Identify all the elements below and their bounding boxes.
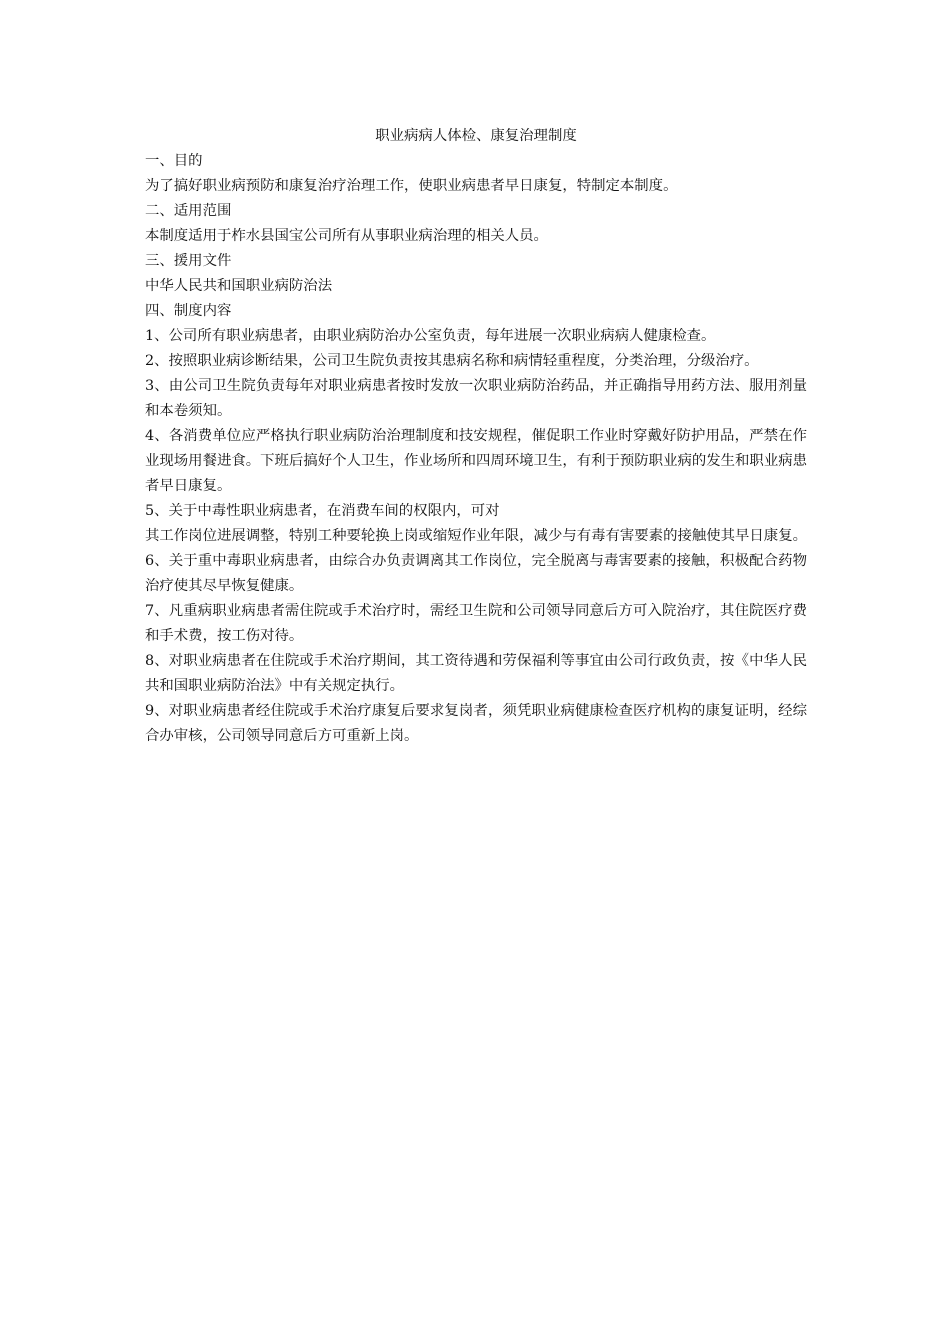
document-title: 职业病病人体检、康复治理制度 (375, 128, 577, 144)
section-heading-scope: 二、适用范围 (145, 203, 232, 219)
section-text-references: 中华人民共和国职业病防治法 (145, 278, 333, 294)
section-text-purpose: 为了搞好职业病预防和康复治疗治理工作，使职业病患者早日康复，特制定本制度。 (145, 178, 678, 194)
section-heading-content: 四、制度内容 (145, 303, 232, 319)
list-item-2: 2、按照职业病诊断结果，公司卫生院负责按其患病名称和病情轻重程度，分类治理，分级治疗。 (145, 353, 759, 369)
list-item-7: 7、凡重病职业病患者需住院或手术治疗时，需经卫生院和公司领导同意后方可入院治疗，其住院医疗费和手术费，按工伤对待。 (145, 603, 807, 644)
section-heading-purpose: 一、目的 (145, 153, 203, 169)
list-item-5-continued: 其工作岗位进展调整，特别工种要轮换上岗或缩短作业年限，减少与有毒有害要素的接触使其早日康复。 (145, 528, 807, 544)
list-item-8: 8、对职业病患者在住院或手术治疗期间，其工资待遇和劳保福利等事宜由公司行政负责，按《中华人民共和国职业病防治法》中有关规定执行。 (145, 653, 807, 694)
list-item-6: 6、关于重中毒职业病患者，由综合办负责调离其工作岗位，完全脱离与毒害要素的接触，积极配合药物治疗使其尽早恢复健康。 (145, 553, 807, 594)
list-item-9: 9、对职业病患者经住院或手术治疗康复后要求复岗者，须凭职业病健康检查医疗机构的康复证明，经综合办审核，公司领导同意后方可重新上岗。 (145, 703, 807, 744)
section-heading-references: 三、援用文件 (145, 253, 232, 269)
list-item-1: 1、公司所有职业病患者，由职业病防治办公室负责，每年进展一次职业病病人健康检查。 (145, 328, 716, 344)
list-item-3: 3、由公司卫生院负责每年对职业病患者按时发放一次职业病防治药品，并正确指导用药方法、服用剂量和本卷须知。 (145, 378, 807, 419)
list-item-4: 4、各消费单位应严格执行职业病防治治理制度和技安规程，催促职工作业时穿戴好防护用品，严禁在作业现场用餐进食。下班后搞好个人卫生，作业场所和四周环境卫生，有利于预防职业病的发生和职业病患者早日康复。 (145, 428, 807, 494)
list-item-5: 5、关于中毒性职业病患者，在消费车间的权限内，可对 (145, 503, 500, 519)
document-page (145, 124, 807, 749)
section-text-scope: 本制度适用于柞水县国宝公司所有从事职业病治理的相关人员。 (145, 228, 548, 244)
